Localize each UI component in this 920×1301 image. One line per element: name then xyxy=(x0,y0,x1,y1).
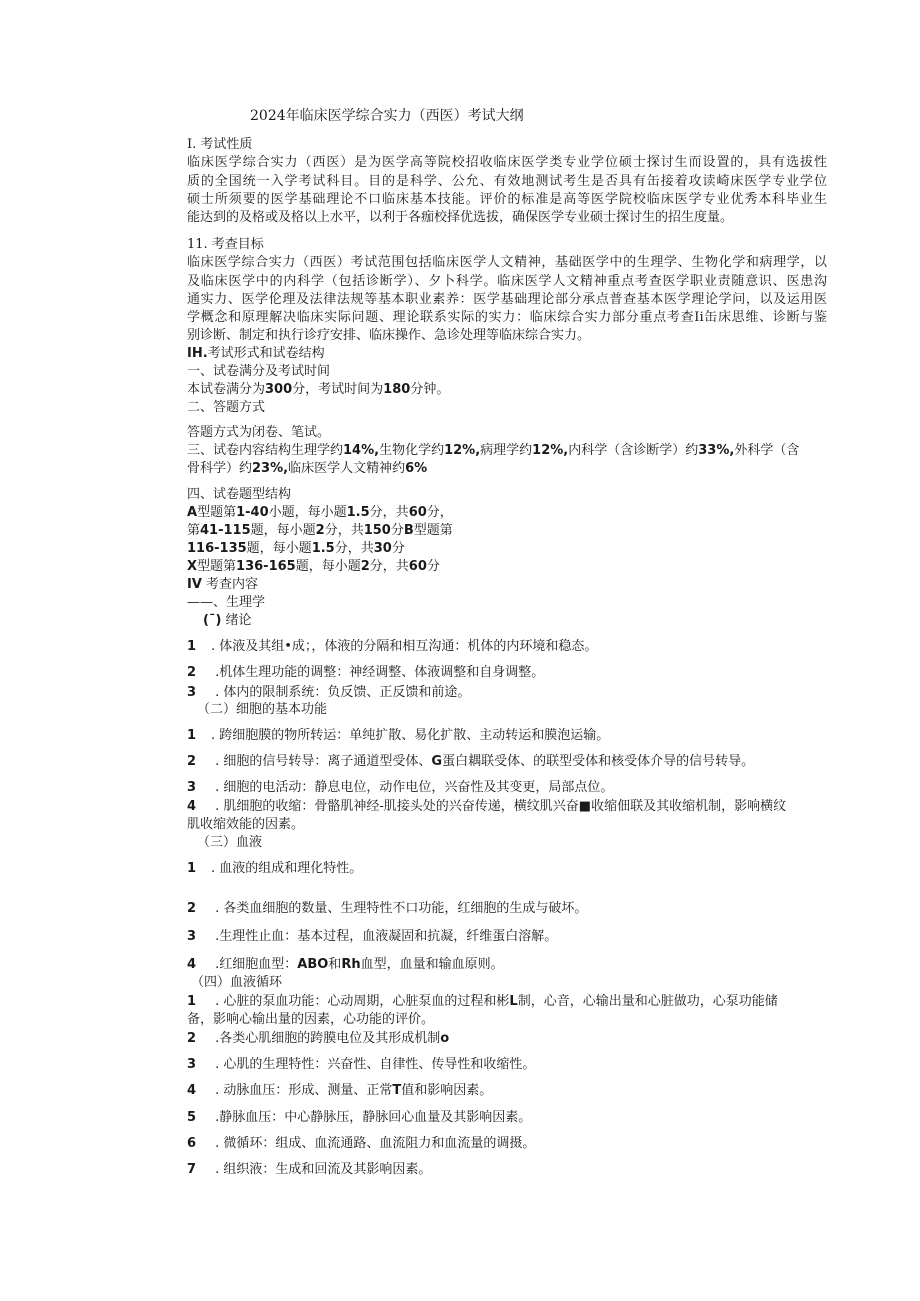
chapter-heading-cell-function: （二）细胞的基本功能 xyxy=(197,702,328,717)
subheading-score-time: 一、试卷满分及考试时间 xyxy=(187,364,331,379)
paragraph-line: 及临床医学中的内科学（包括诊断学）、夕卜科学。临床医学人文精神重点考查医学职业责随意识、医患沟 xyxy=(187,274,827,289)
section-number: IH. xyxy=(187,346,208,361)
list-item: 4 . 动脉血压：形成、测量、正常T值和影响因素。 xyxy=(187,1083,493,1098)
list-item: 4 . 肌细胞的收缩：骨骼肌神经-肌接头处的兴奋传递，横纹肌兴奋■收缩佃联及其收缩机制，影响横纹 xyxy=(187,799,787,814)
paragraph-line: 硕士所须要的医学基础理论不口临床基本技能。评价的标准是高等医学院校临床医学专业优秀本科毕业生 xyxy=(187,192,827,207)
paragraph-line: 通实力、医学伦理及法律法规等基本职业素养：医学基础理论部分承点普查基本医学理论学问，以及运用医 xyxy=(187,292,827,307)
paragraph-line: 临床医学综合实力（西医）是为医学高等院校招收临床医学类专业学位硕士探讨生而设置的，具有选拔性 xyxy=(187,155,827,170)
list-item: 7 . 组织液：生成和回流及其影响因素。 xyxy=(187,1162,432,1177)
list-item: 3 .生理性止血：基本过程，血液凝固和抗凝，纤维蛋白溶解。 xyxy=(187,929,558,944)
part-heading-physiology: ——、生理学 xyxy=(187,595,266,610)
question-type-line: X型题第136-165题，每小题2分，共60分 xyxy=(187,559,440,574)
question-type-line: 116-135题，每小题1.5分，共30分 xyxy=(187,541,405,556)
list-item: 2 . 各类血细胞的数量、生理特性不口功能，红细胞的生成与破坏。 xyxy=(187,901,588,916)
list-item: 2 .机体生理功能的调整：神经调整、体液调整和自身调整。 xyxy=(187,665,545,680)
paragraph-line: 学概念和原理解决临床实际问题、理论联系实际的实力：临床综合实力部分重点考查Ii缶床思维、诊断与鉴 xyxy=(187,310,827,325)
list-item: 1 . 体液及其组•成；，体液的分隔和相互沟通：机体的内环境和稳态。 xyxy=(187,639,598,654)
list-item: 1 . 心脏的泵血功能：心动周期，心脏泵血的过程和彬L制，心音，心输出量和心脏做功，心泵功能储 xyxy=(187,994,778,1009)
chapter-heading-blood: （三）血液 xyxy=(197,835,263,850)
list-item: 2 .各类心肌细胞的跨膜电位及其形成机制o xyxy=(187,1031,450,1046)
paragraph-line: 临床医学综合实力（西医）考试范围包括临床医学人文精神，基础医学中的生理学、生物化学和病理学，以 xyxy=(187,255,827,270)
section-heading-content: IV 考查内容 xyxy=(187,577,259,592)
paragraph-line: 别诊断、制定和执行诊疗安排、临床操作、急诊处理等临床综合实力。 xyxy=(187,328,591,343)
page-title: 2024年临床医学综合实力（西医）考试大纲 xyxy=(250,108,524,124)
content-structure-line: 三、试卷内容结构生理学约14%,生物化学约12%,病理学约12%,内科学（含诊断学）约33%,外科学（含 xyxy=(187,443,800,458)
section-heading-nature: I. 考试性质 xyxy=(187,137,253,152)
list-item: 3 . 体内的限制系统：负反馈、正反馈和前途。 xyxy=(187,685,471,700)
list-item: 2 . 细胞的信号转导：离子通道型受体、G蛋白耦联受体、的联型受体和核受体介导的信号转导。 xyxy=(187,754,755,769)
question-type-line: 第41-115题，每小题2分，共150分B型题第 xyxy=(187,523,453,538)
chapter-heading-introduction: (¯) 绪论 xyxy=(203,613,252,628)
list-item: 1 . 跨细胞膜的物所转运：单纯扩散、易化扩散、主动转运和膜泡运输。 xyxy=(187,728,610,743)
list-item-continuation: 备，影响心输出量的因素，心功能的评价。 xyxy=(187,1012,435,1027)
section-heading-objectives: 11. 考查目标 xyxy=(187,237,264,252)
score-time-line: 本试卷满分为300分，考试时间为180分钟。 xyxy=(187,382,450,397)
question-type-line: A型题第1-40小题，每小题1.5分，共60分， xyxy=(187,505,453,520)
list-item: 1 . 血液的组成和理化特性。 xyxy=(187,861,363,876)
list-item: 3 . 心肌的生理特性：兴奋性、自律性、传导性和收缩性。 xyxy=(187,1057,536,1072)
subheading-question-types: 四、试卷题型结构 xyxy=(187,487,292,502)
answer-method-line: 答题方式为闭卷、笔试。 xyxy=(187,425,331,440)
list-item: 4 .红细胞血型：ABO和Rh血型，血量和输血原则。 xyxy=(187,957,504,972)
subheading-answer-method: 二、答题方式 xyxy=(187,400,266,415)
section-heading-format: IH.考试形式和试卷结构 xyxy=(187,346,325,361)
list-item-continuation: 肌收缩效能的因素。 xyxy=(187,817,305,832)
paragraph-line: 能达到的及格或及格以上水平，以利于各痂校择优选拔，确保医学专业硕士探讨生的招生度量。 xyxy=(187,210,734,225)
paragraph-line: 质的全国统一入学考试科目。目的是科学、公允、有效地测试考生是否具有缶接着攻读崎床医学专业学位 xyxy=(187,174,827,189)
content-structure-line: 骨科学）约23%,临床医学人文精神约6% xyxy=(187,461,428,476)
chapter-heading-circulation: （四）血液循环 xyxy=(191,975,283,990)
list-item: 5 .静脉血压：中心静脉压，静脉回心血量及其影响因素。 xyxy=(187,1110,532,1125)
list-item: 6 . 微循环：组成、血流通路、血流阻力和血流量的调摄。 xyxy=(187,1136,536,1151)
list-item: 3 . 细胞的电活动：静息电位，动作电位，兴奋性及其变更，局部点位。 xyxy=(187,780,614,795)
